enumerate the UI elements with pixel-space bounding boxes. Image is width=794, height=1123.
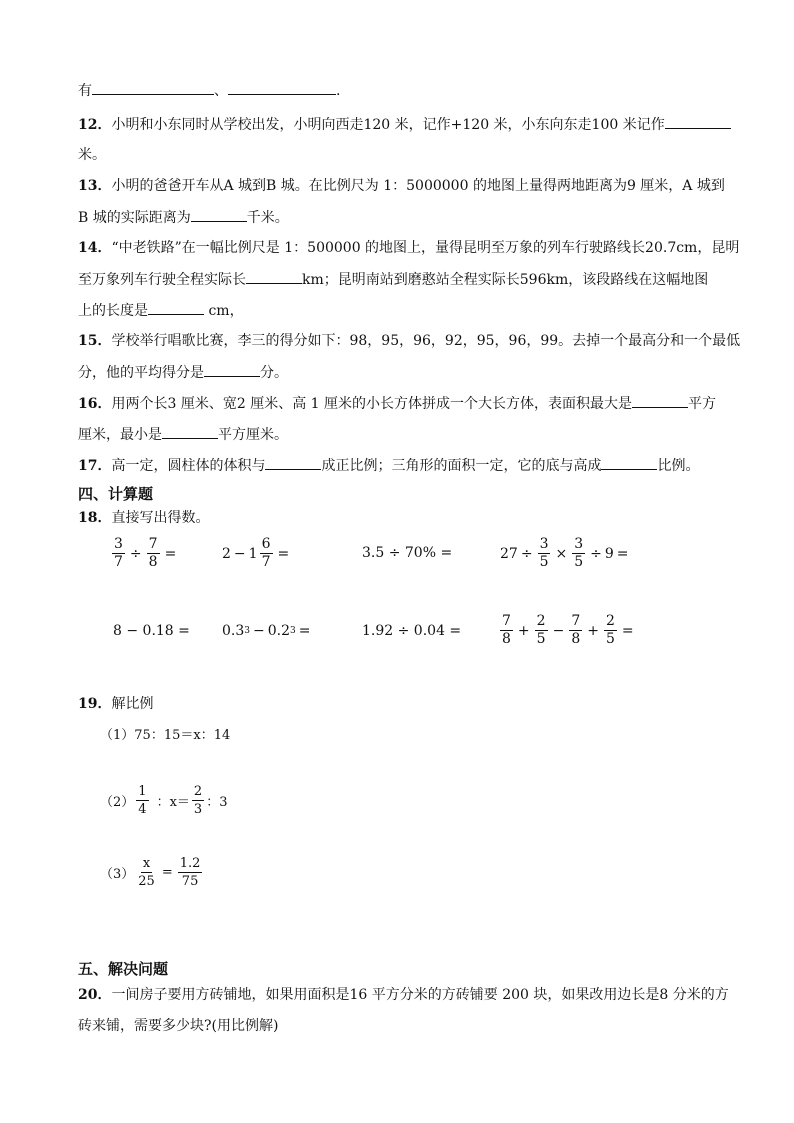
exponent: 3	[290, 626, 296, 636]
answer-blank[interactable]	[204, 362, 260, 377]
section-heading-5: 五、解决问题	[78, 960, 169, 978]
question-text: 成正比例；三角形的面积一定，它的底与高成	[321, 458, 602, 474]
sub-label: （2）	[100, 795, 135, 810]
numerator: x	[142, 856, 151, 871]
question-text: 小明的爸爸开车从A 城到B 城。在比例尺为 1：5000000 的地图上量得两地距离为9 厘米，A 城到	[111, 178, 725, 194]
question-16-cont	[78, 424, 288, 445]
expression-7	[362, 623, 461, 639]
question-text: 平方厘米。	[218, 427, 288, 443]
equals: =	[616, 545, 629, 562]
proportion-3	[100, 855, 204, 890]
denominator: 75	[181, 874, 199, 889]
expression-text: 8 − 0.18 =	[113, 623, 190, 639]
question-number: 12．	[78, 117, 112, 133]
question-text: 解比例	[111, 696, 154, 712]
numerator: 1.2	[179, 856, 201, 871]
sub-label: （1）	[100, 728, 135, 743]
question-text: “中老铁路”在一幅比例尺是 1：500000 的地图上，量得昆明至万象的列车行驶路线长20.7cm，昆明	[111, 240, 740, 256]
proportion-text: ：x＝	[156, 795, 190, 810]
number: 27	[500, 545, 518, 562]
operator: −	[552, 622, 565, 639]
fraction	[136, 855, 157, 890]
answer-blank[interactable]	[191, 207, 247, 222]
numerator: 7	[148, 536, 158, 552]
question-text: 平方	[688, 396, 717, 412]
fraction	[538, 536, 551, 571]
question-13-cont	[78, 207, 289, 228]
q11-sep: 、	[214, 83, 228, 99]
fraction	[500, 613, 513, 648]
numerator: 6	[261, 536, 271, 552]
number: 9	[604, 545, 614, 562]
question-number: 19．	[78, 696, 112, 712]
question-number: 14．	[78, 240, 112, 256]
expression-2	[222, 536, 292, 571]
question-number: 16．	[78, 396, 112, 412]
numerator: 3	[574, 536, 584, 552]
expression-3	[362, 545, 452, 561]
equals: =	[164, 545, 177, 562]
question-text: cm，	[204, 303, 244, 319]
operator: ÷	[520, 545, 533, 562]
question-text: km；昆明南站到磨憨站全程实际长596km，该段路线在这幅地图	[302, 272, 709, 288]
expression-6	[222, 623, 313, 639]
answer-blank[interactable]	[632, 393, 688, 408]
question-text: 比例。	[657, 458, 700, 474]
exponent: 3	[244, 626, 250, 636]
question-number: 15．	[78, 333, 112, 349]
fraction	[192, 783, 204, 818]
question-15	[78, 331, 740, 351]
question-text: 分。	[260, 365, 288, 381]
numerator: 7	[571, 613, 581, 629]
q11-tail	[78, 80, 340, 101]
number: 0.2	[267, 623, 290, 639]
fraction	[260, 536, 273, 571]
fraction	[569, 613, 582, 648]
question-20-cont	[78, 1016, 278, 1036]
section-heading-4: 四、计算题	[78, 485, 154, 503]
numerator: 2	[605, 613, 615, 629]
denominator: 5	[536, 631, 546, 647]
answer-blank[interactable]	[246, 269, 302, 284]
answer-blank[interactable]	[92, 80, 214, 95]
question-19	[78, 694, 153, 714]
question-15-cont	[78, 362, 288, 383]
question-text: 砖来铺，需要多少块?(用比例解)	[78, 1018, 279, 1034]
proportion-2	[100, 783, 227, 818]
question-text: 厘米，最小是	[78, 427, 162, 443]
sub-label: （3）	[100, 867, 135, 882]
denominator: 8	[571, 631, 581, 647]
question-text: 上的长度是	[78, 303, 148, 319]
expression-8	[498, 613, 637, 648]
q11-prefix: 有	[78, 83, 92, 99]
number: 0.3	[222, 623, 245, 639]
denominator: 25	[138, 874, 155, 889]
q11-end: .	[336, 83, 341, 99]
question-12-cont	[78, 145, 106, 165]
question-text: 一间房子要用方砖铺地，如果用面积是16 平方分米的方砖铺要 200 块，如果改用边长是8 分米的方	[111, 987, 729, 1003]
question-14-cont2	[78, 300, 244, 321]
fraction	[112, 536, 125, 571]
question-text: 分，他的平均得分是	[78, 365, 204, 381]
question-number: 13．	[78, 178, 112, 194]
question-12	[78, 114, 731, 135]
denominator: 8	[502, 631, 511, 647]
equals: =	[277, 545, 290, 562]
answer-blank[interactable]	[162, 424, 218, 439]
expression-text: 1.92 ÷ 0.04 =	[362, 623, 462, 639]
numerator: 3	[114, 536, 123, 552]
answer-blank[interactable]	[148, 300, 204, 315]
denominator: 5	[539, 554, 549, 570]
numerator: 1	[138, 784, 147, 799]
numerator: 7	[502, 613, 511, 629]
question-13	[78, 176, 725, 196]
question-text: 学校举行唱歌比赛，李三的得分如下：98，95，96，92，95，96，99。去掉一个最高分和一个最低	[111, 333, 741, 349]
question-number: 20．	[78, 987, 112, 1003]
operator: ×	[555, 545, 568, 562]
numerator: 2	[536, 613, 546, 629]
proportion-1	[100, 724, 230, 743]
equals: =	[621, 622, 634, 639]
expression-text: 3.5 ÷ 70% =	[362, 545, 453, 561]
question-text: 至万象列车行驶全程实际长	[78, 272, 246, 288]
fraction	[147, 536, 160, 571]
proportion-text: 75：15＝x：14	[134, 728, 231, 743]
equals: =	[298, 623, 311, 639]
expression-4	[500, 536, 632, 571]
answer-blank[interactable]	[228, 80, 336, 95]
fraction	[136, 783, 148, 818]
proportion-text: ：3	[206, 795, 228, 810]
numerator: 3	[539, 536, 549, 552]
fraction	[535, 613, 548, 648]
question-text: 米。	[78, 147, 106, 163]
fraction	[604, 613, 617, 648]
question-text: 小明和小东同时从学校出发，小明向西走120 米，记作+120 米，小东向东走100 米记作	[111, 117, 665, 133]
answer-blank[interactable]	[265, 455, 321, 470]
question-text: 直接写出得数。	[111, 510, 210, 526]
question-text: 高一定，圆柱体的体积与	[111, 458, 266, 474]
denominator: 3	[193, 802, 203, 817]
question-number: 18．	[78, 510, 112, 526]
denominator: 5	[574, 554, 584, 570]
expression-1	[110, 536, 179, 571]
denominator: 7	[114, 554, 123, 570]
operator: +	[587, 622, 599, 639]
operator: −	[253, 623, 265, 639]
question-17	[78, 455, 699, 476]
question-20	[78, 985, 729, 1005]
question-18	[78, 508, 209, 528]
question-14	[78, 238, 739, 258]
numerator: 2	[193, 784, 203, 799]
question-14-cont	[78, 269, 708, 290]
operator: +	[517, 622, 530, 639]
denominator: 8	[148, 554, 158, 570]
denominator: 7	[261, 554, 271, 570]
operator: ÷	[590, 545, 602, 562]
question-number: 17．	[78, 458, 112, 474]
fraction	[178, 855, 203, 890]
operator: −	[233, 545, 246, 562]
question-text: B 城的实际距离为	[78, 210, 191, 226]
answer-blank[interactable]	[601, 455, 657, 470]
number: 2	[222, 545, 231, 562]
number: 1	[248, 545, 258, 562]
operator: ÷	[129, 545, 142, 562]
equals: =	[161, 865, 173, 880]
question-text: 千米。	[246, 210, 289, 226]
denominator: 5	[605, 631, 615, 647]
question-16	[78, 393, 716, 414]
question-text: 用两个长3 厘米、宽2 厘米、高 1 厘米的小长方体拼成一个大长方体，表面积最大是	[111, 396, 633, 412]
denominator: 4	[138, 802, 147, 817]
fraction	[572, 536, 585, 571]
answer-blank[interactable]	[665, 114, 731, 129]
expression-5	[113, 623, 190, 639]
